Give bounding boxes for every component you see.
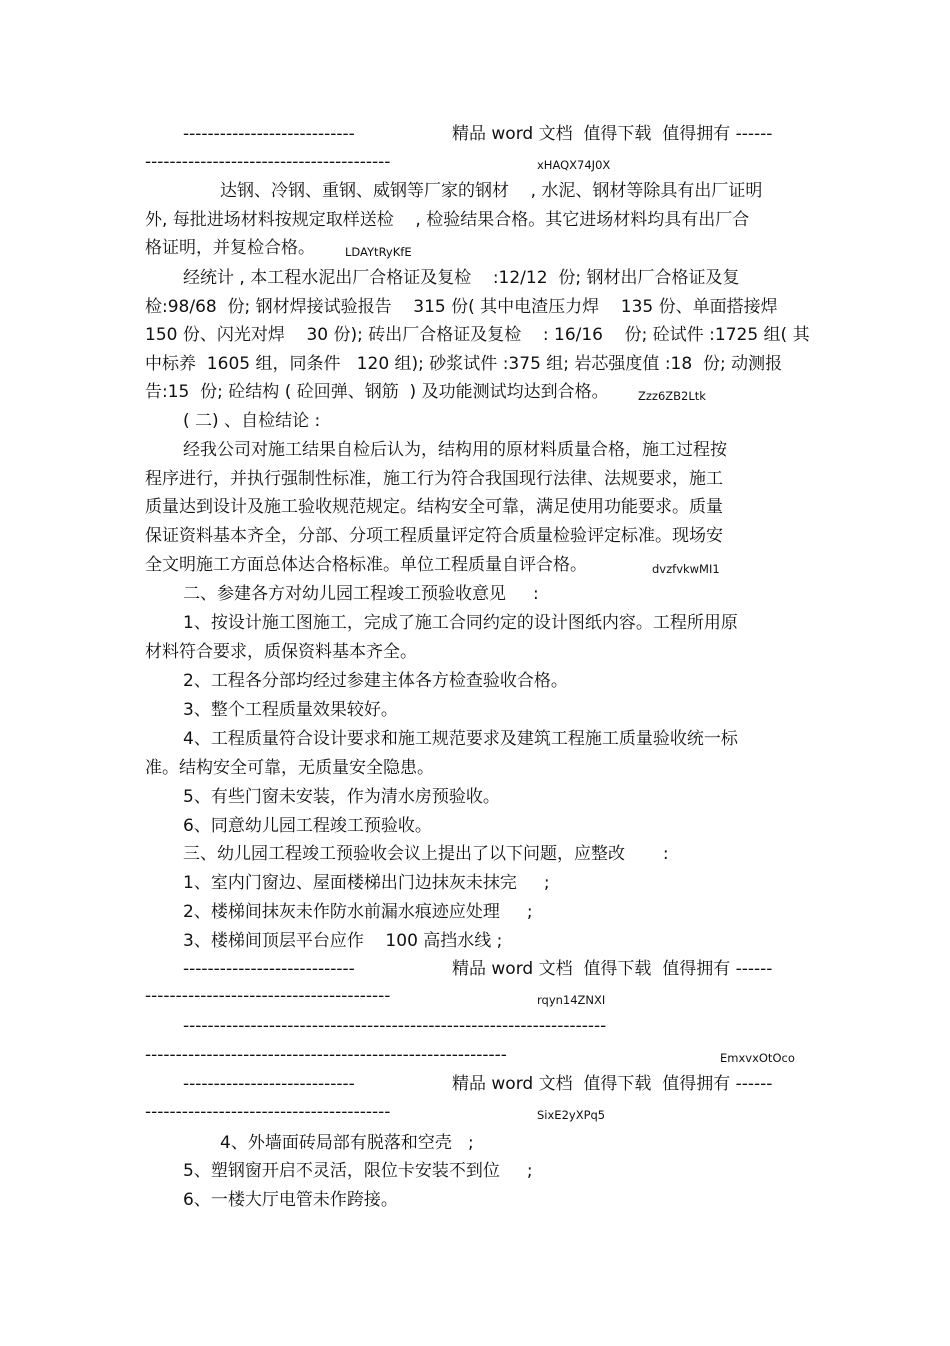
para3-line1: 经我公司对施工结果自检后认为，结构用的原材料质量合格，施工过程按	[183, 440, 727, 460]
section-self-check-heading: ( 二) 、自检结论 :	[183, 411, 321, 431]
para2-line3: 150 份、闪光对焊 30 份); 砖出厂合格证及复检 : 16/16 份; 砼试件 :1725 组( 其	[145, 325, 810, 345]
para3-code: dvzfvkwMI1	[652, 562, 720, 576]
section-issues-heading: 三、幼儿园工程竣工预验收会议上提出了以下问题，应整改 :	[183, 844, 669, 864]
opinion-item1-line1: 1、按设计施工图施工，完成了施工合同约定的设计图纸内容。工程所用原	[183, 613, 738, 633]
issue-item3: 3、楼梯间顶层平台应作 100 高挡水线 ;	[183, 931, 503, 951]
para3-line5: 全文明施工方面总体达合格标准。单位工程质量自评合格。	[145, 555, 587, 575]
header-code: SixE2yXPq5	[537, 1108, 606, 1122]
issue-item4: 4、外墙面砖局部有脱落和空壳 ;	[220, 1133, 474, 1153]
header-code: xHAQX74J0X	[537, 158, 611, 172]
header-dashes-left: ----------------------------	[183, 1074, 355, 1094]
para1-code: LDAYtRyKfE	[345, 245, 412, 259]
para3-line4: 保证资料基本齐全，分部、分项工程质量评定符合质量检验评定标准。现场安	[145, 526, 723, 546]
issue-item5: 5、塑钢窗开启不灵活，限位卡安装不到位 ;	[183, 1161, 533, 1181]
para3-line3: 质量达到设计及施工验收规范规定。结构安全可靠，满足使用功能要求。质量	[145, 497, 723, 517]
issue-item6: 6、一楼大厅电管未作跨接。	[183, 1190, 398, 1210]
header-dashes-second: ----------------------------------------	[145, 1102, 391, 1122]
header-dashes-second: ----------------------------------------	[145, 152, 391, 172]
header-dashes-second: ----------------------------------------	[145, 986, 391, 1006]
opinion-item5: 5、有些门窗未安装，作为清水房预验收。	[183, 787, 500, 807]
opinion-item1-line2: 材料符合要求，质保资料基本齐全。	[145, 642, 417, 662]
header-banner: 精品 word 文档 值得下载 值得拥有 ------	[452, 124, 773, 144]
separator-code: EmxvxOtOco	[720, 1051, 795, 1065]
opinion-item6: 6、同意幼儿园工程竣工预验收。	[183, 816, 432, 836]
opinion-item3: 3、整个工程质量效果较好。	[183, 700, 398, 720]
header-banner: 精品 word 文档 值得下载 值得拥有 ------	[452, 1074, 773, 1094]
opinion-item4-line2: 准。结构安全可靠，无质量安全隐患。	[145, 758, 434, 778]
header-dashes-left: ----------------------------	[183, 959, 355, 979]
separator-line2: -----------------------------------------------------------	[145, 1045, 507, 1065]
para2-line5: 告:15 份; 砼结构 ( 砼回弹、钢筋 ) 及功能测试均达到合格。	[145, 382, 609, 402]
para2-code: Zzz6ZB2Ltk	[638, 389, 706, 403]
para1-line2: 外, 每批进场材料按规定取样送检 , 检验结果合格。其它进场材料均具有出厂合	[145, 210, 750, 230]
para2-line1: 经统计 , 本工程水泥出厂合格证及复检 :12/12 份; 钢材出厂合格证及复	[183, 268, 740, 288]
section-opinions-heading: 二、参建各方对幼儿园工程竣工预验收意见 :	[183, 584, 539, 604]
para2-line2: 检:98/68 份; 钢材焊接试验报告 315 份( 其中电渣压力焊 135 份、单面搭接焊	[145, 297, 778, 317]
para3-line2: 程序进行，并执行强制性标准，施工行为符合我国现行法律、法规要求，施工	[145, 469, 723, 489]
para1-line3: 格证明，并复检合格。	[145, 238, 315, 258]
opinion-item2: 2、工程各分部均经过参建主体各方检查验收合格。	[183, 671, 568, 691]
para1-line1: 达钢、冷钢、重钢、威钢等厂家的钢材 , 水泥、钢材等除具有出厂证明	[220, 181, 763, 201]
issue-item1: 1、室内门窗边、屋面楼梯出门边抹灰未抹完 ;	[183, 873, 550, 893]
header-banner: 精品 word 文档 值得下载 值得拥有 ------	[452, 959, 773, 979]
opinion-item4-line1: 4、工程质量符合设计要求和施工规范要求及建筑工程施工质量验收统一标	[183, 729, 738, 749]
header-dashes-left: ----------------------------	[183, 124, 355, 144]
issue-item2: 2、楼梯间抹灰未作防水前漏水痕迹应处理 ;	[183, 902, 533, 922]
separator-line1: ---------------------------------------------------------------------	[183, 1016, 607, 1036]
header-code: rqyn14ZNXI	[537, 993, 606, 1007]
para2-line4: 中标养 1605 组，同条件 120 组); 砂浆试件 :375 组; 岩芯强度值 :18 份; 动测报	[145, 354, 783, 374]
